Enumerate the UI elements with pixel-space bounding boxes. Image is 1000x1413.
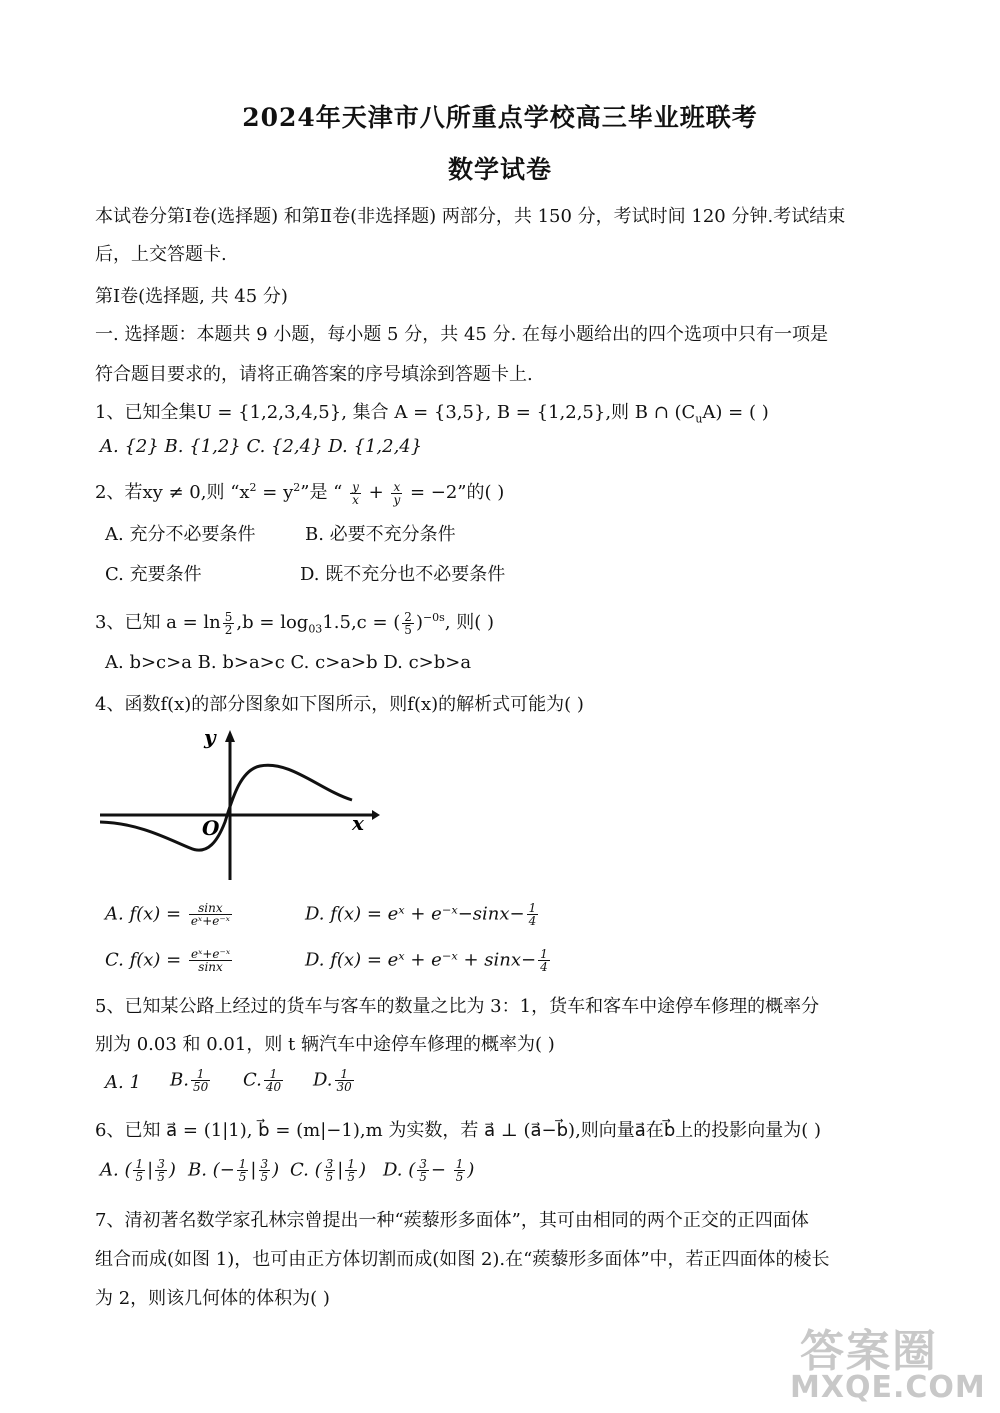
question-7-line-1: 7、清初著名数学家孔林宗曾提出一种“蒺藜形多面体”，其可由相同的两个正交的正四面体: [95, 1210, 809, 1231]
watermark-line-2: MXQE.COM: [790, 1370, 986, 1405]
q2-mid2: ”是 “: [300, 482, 343, 503]
q2-frac-2: $\frac{x}{y}$: [393, 479, 401, 507]
q3-mid2: 1.5,c = (: [322, 612, 401, 633]
q4-option-c-frac: $\frac{\text{eˣ+e⁻ˣ}}{\sin x}$: [190, 947, 231, 974]
q2-option-a: A. 充分不必要条件: [105, 524, 256, 545]
q4-option-d2-frac: $\frac{1}{4}$: [540, 947, 548, 974]
intro-line-2: 后，上交答题卡.: [95, 244, 227, 265]
function-curve: [100, 765, 352, 850]
q6-option-b: B. (− $\frac{1}{5}$ | $\frac{3}{5}$ ): [188, 1157, 280, 1184]
q2-frac-1: $\frac{y}{x}$: [352, 479, 359, 507]
q4-option-c: C. f(x) = $\frac{\text{eˣ+e⁻ˣ}}{\sin x}$: [105, 947, 231, 974]
question-5-line-2: 别为 0.03 和 0.01，则 t 辆汽车中途停车修理的概率为( ): [95, 1034, 555, 1055]
q3-options: A. b>c>a B. b>a>c C. c>a>b D. c>b>a: [105, 652, 472, 673]
q4-option-a-frac: $\frac{\sin x}{\text{eˣ+e⁻ˣ}}$: [190, 901, 230, 928]
q2-option-d: D. 既不充分也不必要条件: [300, 564, 506, 585]
question-7-line-2: 组合而成(如图 1)，也可由正方体切割而成(如图 2).在“蒺藜形多面体”中，若正四面体的棱长: [95, 1249, 830, 1270]
q3-pre: 3、已知 a = ln: [95, 612, 221, 633]
q3-frac-c: $\frac{2}{5}$: [404, 609, 412, 637]
page-title: 2024年天津市八所重点学校高三毕业班联考: [242, 103, 758, 132]
q3-mid3: ): [415, 612, 423, 633]
page-subtitle: 数学试卷: [447, 155, 552, 184]
instruction-line-1: 一. 选择题：本题共 9 小题，每小题 5 分，共 45 分. 在每小题给出的四个选项中只有一项是: [95, 324, 829, 345]
question-4: 4、函数f(x)的部分图象如下图所示，则f(x)的解析式可能为( ): [95, 694, 584, 715]
q5-option-c: C. $\frac{1}{40}$: [243, 1067, 282, 1094]
q6-option-c: C. ( $\frac{3}{5}$ | $\frac{1}{5}$ ): [290, 1157, 366, 1184]
question-2: 2、若xy ≠ 0,则 “$x^2 = y^2$”是 “ $\frac{y}{x}$ + $\frac{x}{y}$ = −2”的( ): [95, 479, 505, 507]
section-heading: 第Ⅰ卷(选择题, 共 45 分): [95, 286, 288, 307]
q5-option-d: D. $\frac{1}{30}$: [313, 1067, 352, 1094]
q1-options: A. {2} B. {1,2} C. {2,4} D. {1,2,4}: [100, 436, 423, 457]
q1-tail: A) = ( ): [702, 402, 769, 423]
q2-pre: 2、若xy ≠ 0,则 “x: [95, 482, 250, 503]
question-6: 6、已知 a⃗ = (1|1), b⃗ = (m|−1),m 为实数，若 a⃗ ⊥ (a⃗−b⃗),则向量a⃗在b⃗上的投影向量为( ): [95, 1120, 822, 1141]
q2-mid1: = y: [256, 482, 294, 503]
question-7-line-3: 为 2，则该几何体的体积为( ): [95, 1288, 330, 1309]
q5-option-a: A. 1: [105, 1072, 141, 1093]
q2-plus: +: [362, 482, 390, 503]
question-1: [95, 398, 769, 426]
q2-option-b: B. 必要不充分条件: [305, 524, 456, 545]
q3-mid: ,b = log: [236, 612, 309, 633]
y-axis-label: y: [204, 730, 216, 749]
instruction-line-2: 符合题目要求的，请将正确答案的序号填涂到答题卡上.: [95, 364, 533, 385]
q6-option-a: A. ( $\frac{1}{5}$ | $\frac{3}{5}$ ): [100, 1157, 176, 1184]
y-axis-arrow-icon: [225, 730, 235, 742]
q1-text: 1、已知全集U = {1,2,3,4,5}, 集合 A = {3,5}, B = {1,2,5},则 B ∩ (C: [95, 402, 696, 423]
function-graph: [100, 730, 380, 880]
q2-tail: = −2”的( ): [404, 482, 505, 503]
q4-option-d2: D. f(x) = eˣ + e⁻ˣ + sinx− $\frac{1}{4}$: [305, 947, 548, 974]
x-axis-arrow-icon: [372, 810, 380, 820]
q3-exp: −0s: [422, 611, 445, 624]
q2-option-c: C. 充要条件: [105, 564, 202, 585]
question-3: [95, 608, 494, 636]
q3-frac-a: $\frac{5}{2}$: [224, 609, 233, 637]
q4-option-a: A. f(x) = $\frac{\sin x}{\text{eˣ+e⁻ˣ}}$: [105, 901, 230, 928]
x-axis-label: x: [352, 811, 364, 835]
q4-option-d1-frac: $\frac{1}{4}$: [528, 901, 537, 928]
q4-option-d1: D. f(x) = eˣ + e⁻ˣ−sinx− $\frac{1}{4}$: [305, 901, 537, 928]
question-5-line-1: 5、已知某公路上经过的货车与客车的数量之比为 3：1，货车和客车中途停车修理的概率分: [95, 996, 820, 1017]
q5-option-b: B. $\frac{1}{50}$: [170, 1067, 209, 1094]
intro-line-1: 本试卷分第Ⅰ卷(选择题) 和第Ⅱ卷(非选择题) 两部分，共 150 分，考试时间 120 分钟.考试结束: [95, 206, 846, 227]
watermark-line-1: 答案圈: [800, 1326, 938, 1377]
q1-sub: u: [695, 412, 703, 426]
origin-label: O: [202, 816, 220, 840]
q3-tail: , 则( ): [444, 612, 495, 633]
q6-option-d: D. ( $\frac{3}{5}$ − $\frac{1}{5}$ ): [383, 1157, 475, 1184]
watermark-logo: [780, 1315, 990, 1410]
q3-logbase: 03: [308, 622, 323, 636]
